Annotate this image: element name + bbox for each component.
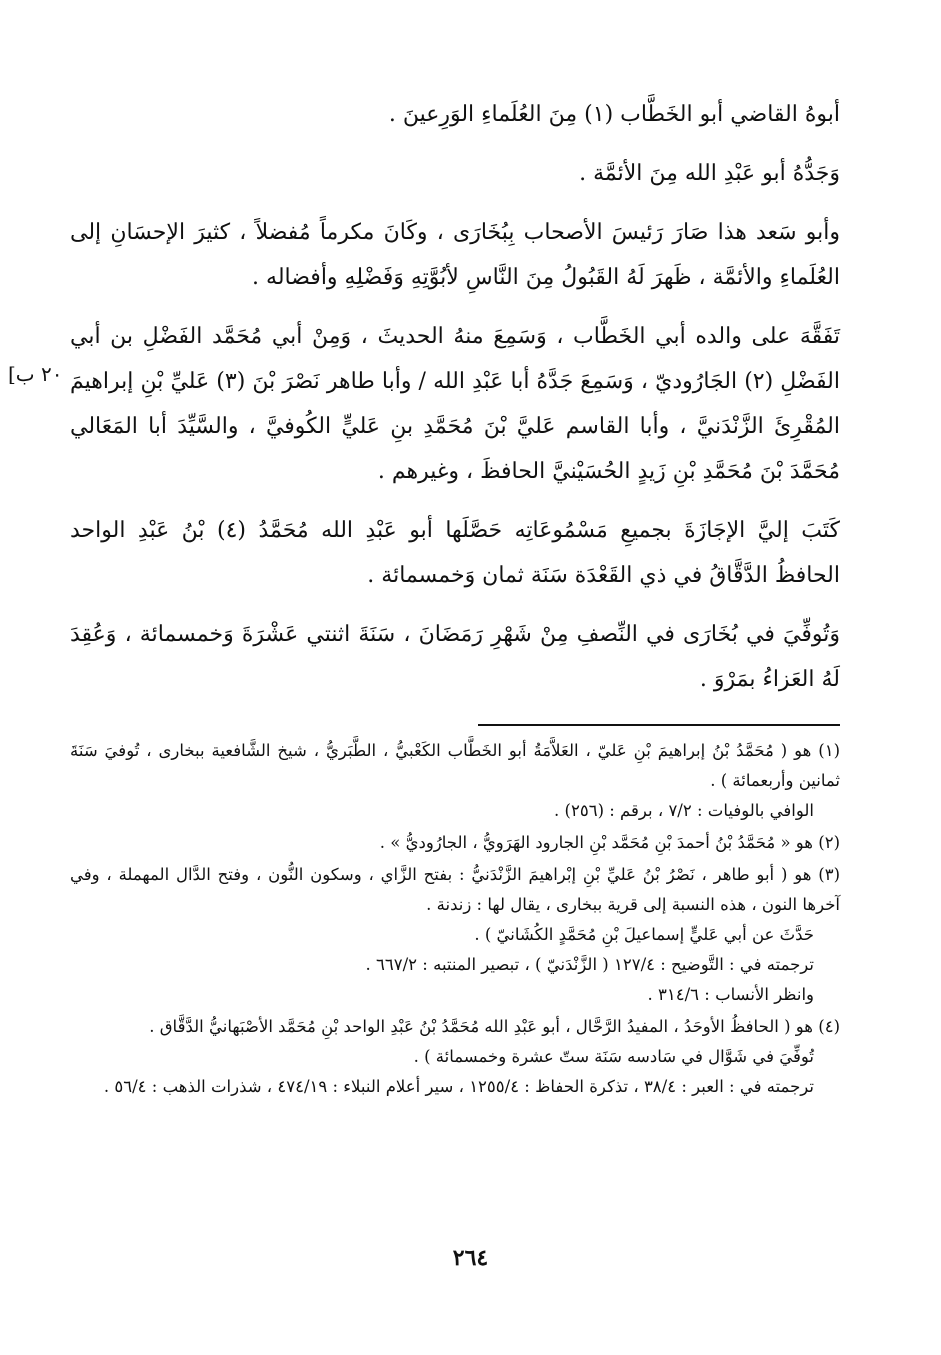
footnotes [70, 736, 840, 1104]
paragraph: أبوهُ القاضي أبو الخَطَّاب (١) مِنَ العُلَماءِ الوَرِعينَ . [388, 102, 840, 127]
paragraph: تَفَقَّهَ على والده أبي الخَطَّاب ، وَسَمِعَ منهُ الحديثَ ، وَمِنْ أبي مُحَمَّد الفَضْلِ بن أبي الفَضْلِ (٢) الجَارُوديّ ، وَسَمِعَ جَدَّهُ أبا عَبْدِ الله / وأبا طاهر نَصْرَ بْنَ (٣) عَليِّ بْنِ إبراهيمَ المُقْرِئَ الزَّنْدَنيَّ ، وأبا القاسم عَليَّ بْنَ مُحَمَّدِ بنِ عَليٍّ الكُوفيَّ ، والسَّيِّدَ أبا المَعَالي مُحَمَّدَ بْنَ مُحَمَّدِ بْنِ زَيدٍ الحُسَيْنيَّ الحافظَ ، وغيرهم . [70, 324, 840, 484]
footnote-line: الوافي بالوفيات : ٧/٢ ، برقم : (٢٥٦) . [554, 801, 814, 820]
footnote-line: تُوفِّيَ في شَوَّال في سَادسه سَنَة ستّ عشرة وخمسمائة ) . [413, 1047, 814, 1066]
paragraph: وَجَدُّهُ أبو عَبْدِ الله مِنَ الأئمَّة . [579, 161, 840, 186]
footnote-2 [70, 828, 840, 858]
footnote-line: وانظر الأنساب : ٣١٤/٦ . [647, 985, 814, 1004]
footnote-line: ترجمته في : العبر : ٣٨/٤ ، تذكرة الحفاظ : ١٢٥٥/٤ ، سير أعلام النبلاء : ٤٧٤/١٩ ، شذرات الذهب : ٥٦/٤ . [103, 1077, 814, 1096]
paragraph: وأبو سَعد هذا صَارَ رَئيسَ الأصحاب بِبُخَارَى ، وكَانَ مكرماً مُفضلاً ، كثيرَ الإحسَانِ إلى العُلَماءِ والأئمَّة ، ظَهرَ لَهُ القَبُولُ مِنَ النَّاسِ لأبُوَّتِهِ وَفَضْلِهِ وأفضاله . [70, 220, 840, 290]
paragraph: كَتَبَ إليَّ الإجَازَةَ بجميعِ مَسْمُوعَاتِه حَصَّلَها أبو عَبْدِ الله مُحَمَّدُ (٤) بْنُ عَبْدِ الواحد الحافظُ الدَّقَّاقُ في ذي القَعْدَة سَنَة ثمان وَخمسمائة . [70, 518, 841, 588]
footnote-line: (٤) هو ( الحافظُ الأوحَدُ ، المفيدُ الرَّحَّال ، أبو عَبْدِ الله مُحَمَّدُ بْنُ عَبْدِ الواحد بْنِ مُحَمَّد الأصْبَهانيُّ الدَّقَّاق . [149, 1017, 840, 1036]
footnote-line: حَدَّثَ عن أبي عَليٍّ إسماعيلَ بْنِ مُحَمَّدٍ الكُشَانيّ ) . [474, 925, 814, 944]
footnote-3 [70, 860, 840, 1010]
footnote-1 [70, 736, 840, 826]
footnote-line: ترجمته في : التَّوضيح : ١٢٧/٤ ( الزَّنْدَنيّ ) ، تبصير المنتبه : ٦٦٧/٢ . [365, 955, 814, 974]
footnote-separator [478, 724, 840, 726]
paragraph: وَتُوفِّيَ في بُخَارَى في النِّصفِ مِنْ شَهْرِ رَمَضَانَ ، سَنَةَ اثنتي عَشْرَةَ وَخمسمائة ، وَعُقِدَ لَهُ العَزاءُ بمَرْوَ . [70, 622, 840, 692]
page-number: ٢٦٤ [452, 1245, 489, 1271]
main-text [70, 92, 840, 716]
footnote-line: (٣) هو ( أبو طاهر ، نَصْرُ بْنُ عَليِّ بْنِ إبْراهيمَ الزَّنْدَنيُّ : بفتح الزَّاي ، وسكون النُّون ، وفتح الدَّال المهملة ، وفي آخرها النون ، هذه النسبة إلى قرية ببخارى ، يقال لها : زندنة . [70, 865, 840, 914]
footnote-4 [70, 1012, 840, 1102]
folio-margin-note: ٢٠ ب] [8, 362, 63, 386]
footnote-line: (٢) هو « مُحَمَّدُ بْنُ أحمدَ بْنِ مُحَمَّد بْنِ الجارود الهَرَويُّ ، الجارُوديُّ » . [379, 833, 840, 852]
footnote-line: (١) هو ( مُحَمَّدُ بْنُ إبراهيمَ بْنِ عَليّ ، العَلاَّمَةُ أبو الخَطَّاب الكَعْبيُّ ، الطَّبَريُّ ، شيخ الشَّافعية ببخارى ، تُوفيَ سَنَةَ ثمانين وأربعمائة ) . [70, 741, 840, 790]
